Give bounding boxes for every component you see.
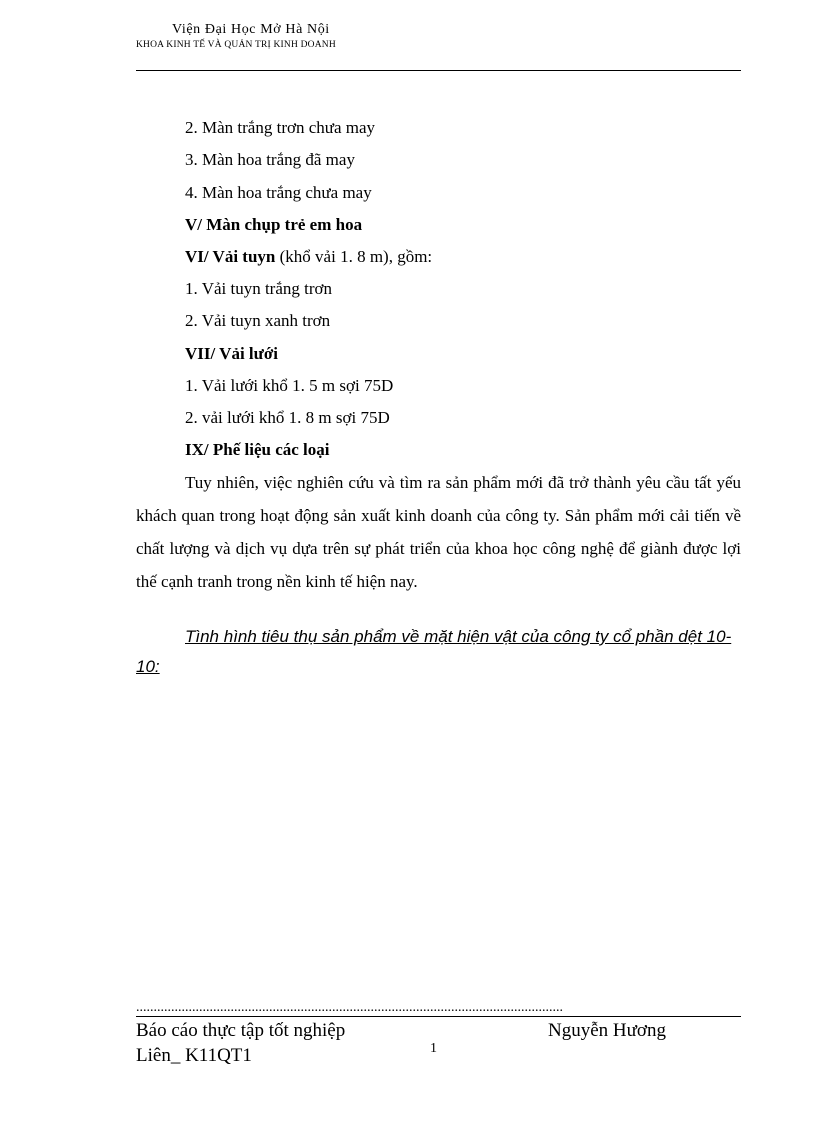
list-item: 4. Màn hoa trắng chưa may: [185, 183, 372, 202]
class-label: Liên_ K11QT1: [136, 1045, 252, 1066]
section-heading-vi-bold: VI/ Vải tuyn: [185, 247, 276, 266]
page-number: 1: [430, 1041, 437, 1056]
section-heading-ix: IX/ Phế liệu các loại: [185, 440, 330, 459]
footer-divider: [136, 1016, 741, 1017]
faculty-name: KHOA KINH TẾ VÀ QUẢN TRỊ KINH DOANH: [136, 40, 336, 50]
list-item: 2. vải lưới khổ 1. 8 m sợi 75D: [185, 408, 390, 427]
body-paragraph: [136, 466, 741, 598]
list-item: 1. Vải lưới khổ 1. 5 m sợi 75D: [185, 376, 394, 395]
table-caption-text: Tình hình tiêu thụ sản phẩm về mặt hiện vật của công ty cổ phần dệt 10-10:: [136, 627, 732, 676]
section-heading-vi-rest: (khổ vải 1. 8 m), gồm:: [275, 247, 433, 266]
list-item: 1. Vải tuyn trắng trơn: [185, 279, 333, 298]
section-heading-vi: [185, 247, 432, 267]
author-name: Nguyễn Hương: [548, 1020, 666, 1041]
body-paragraph-text: Tuy nhiên, việc nghiên cứu và tìm ra sản phẩm mới đã trở thành yêu cầu tất yếu khách quan trong hoạt động sản xuất kinh doanh của công ty. Sản phẩm mới cải tiến về chất lượng và dịch vụ dựa trên sự phát triển của khoa học công nghệ để giành được lợi thế cạnh tranh trong nền kinh tế hiện nay.: [136, 473, 741, 591]
institution-name: Viện Đại Học Mở Hà Nội: [172, 22, 330, 37]
section-heading-v: V/ Màn chụp trẻ em hoa: [185, 215, 363, 234]
list-item: 3. Màn hoa trắng đã may: [185, 150, 355, 169]
section-heading-vii: VII/ Vải lưới: [185, 344, 278, 363]
report-label: Báo cáo thực tập tốt nghiệp: [136, 1020, 346, 1041]
list-item: 2. Màn trắng trơn chưa may: [185, 118, 376, 137]
list-item: 2. Vải tuyn xanh trơn: [185, 311, 331, 330]
footer-dotted-line: ..........................................................................................................................: [136, 1000, 563, 1015]
header-divider: [136, 70, 741, 71]
table-caption: [136, 622, 743, 682]
